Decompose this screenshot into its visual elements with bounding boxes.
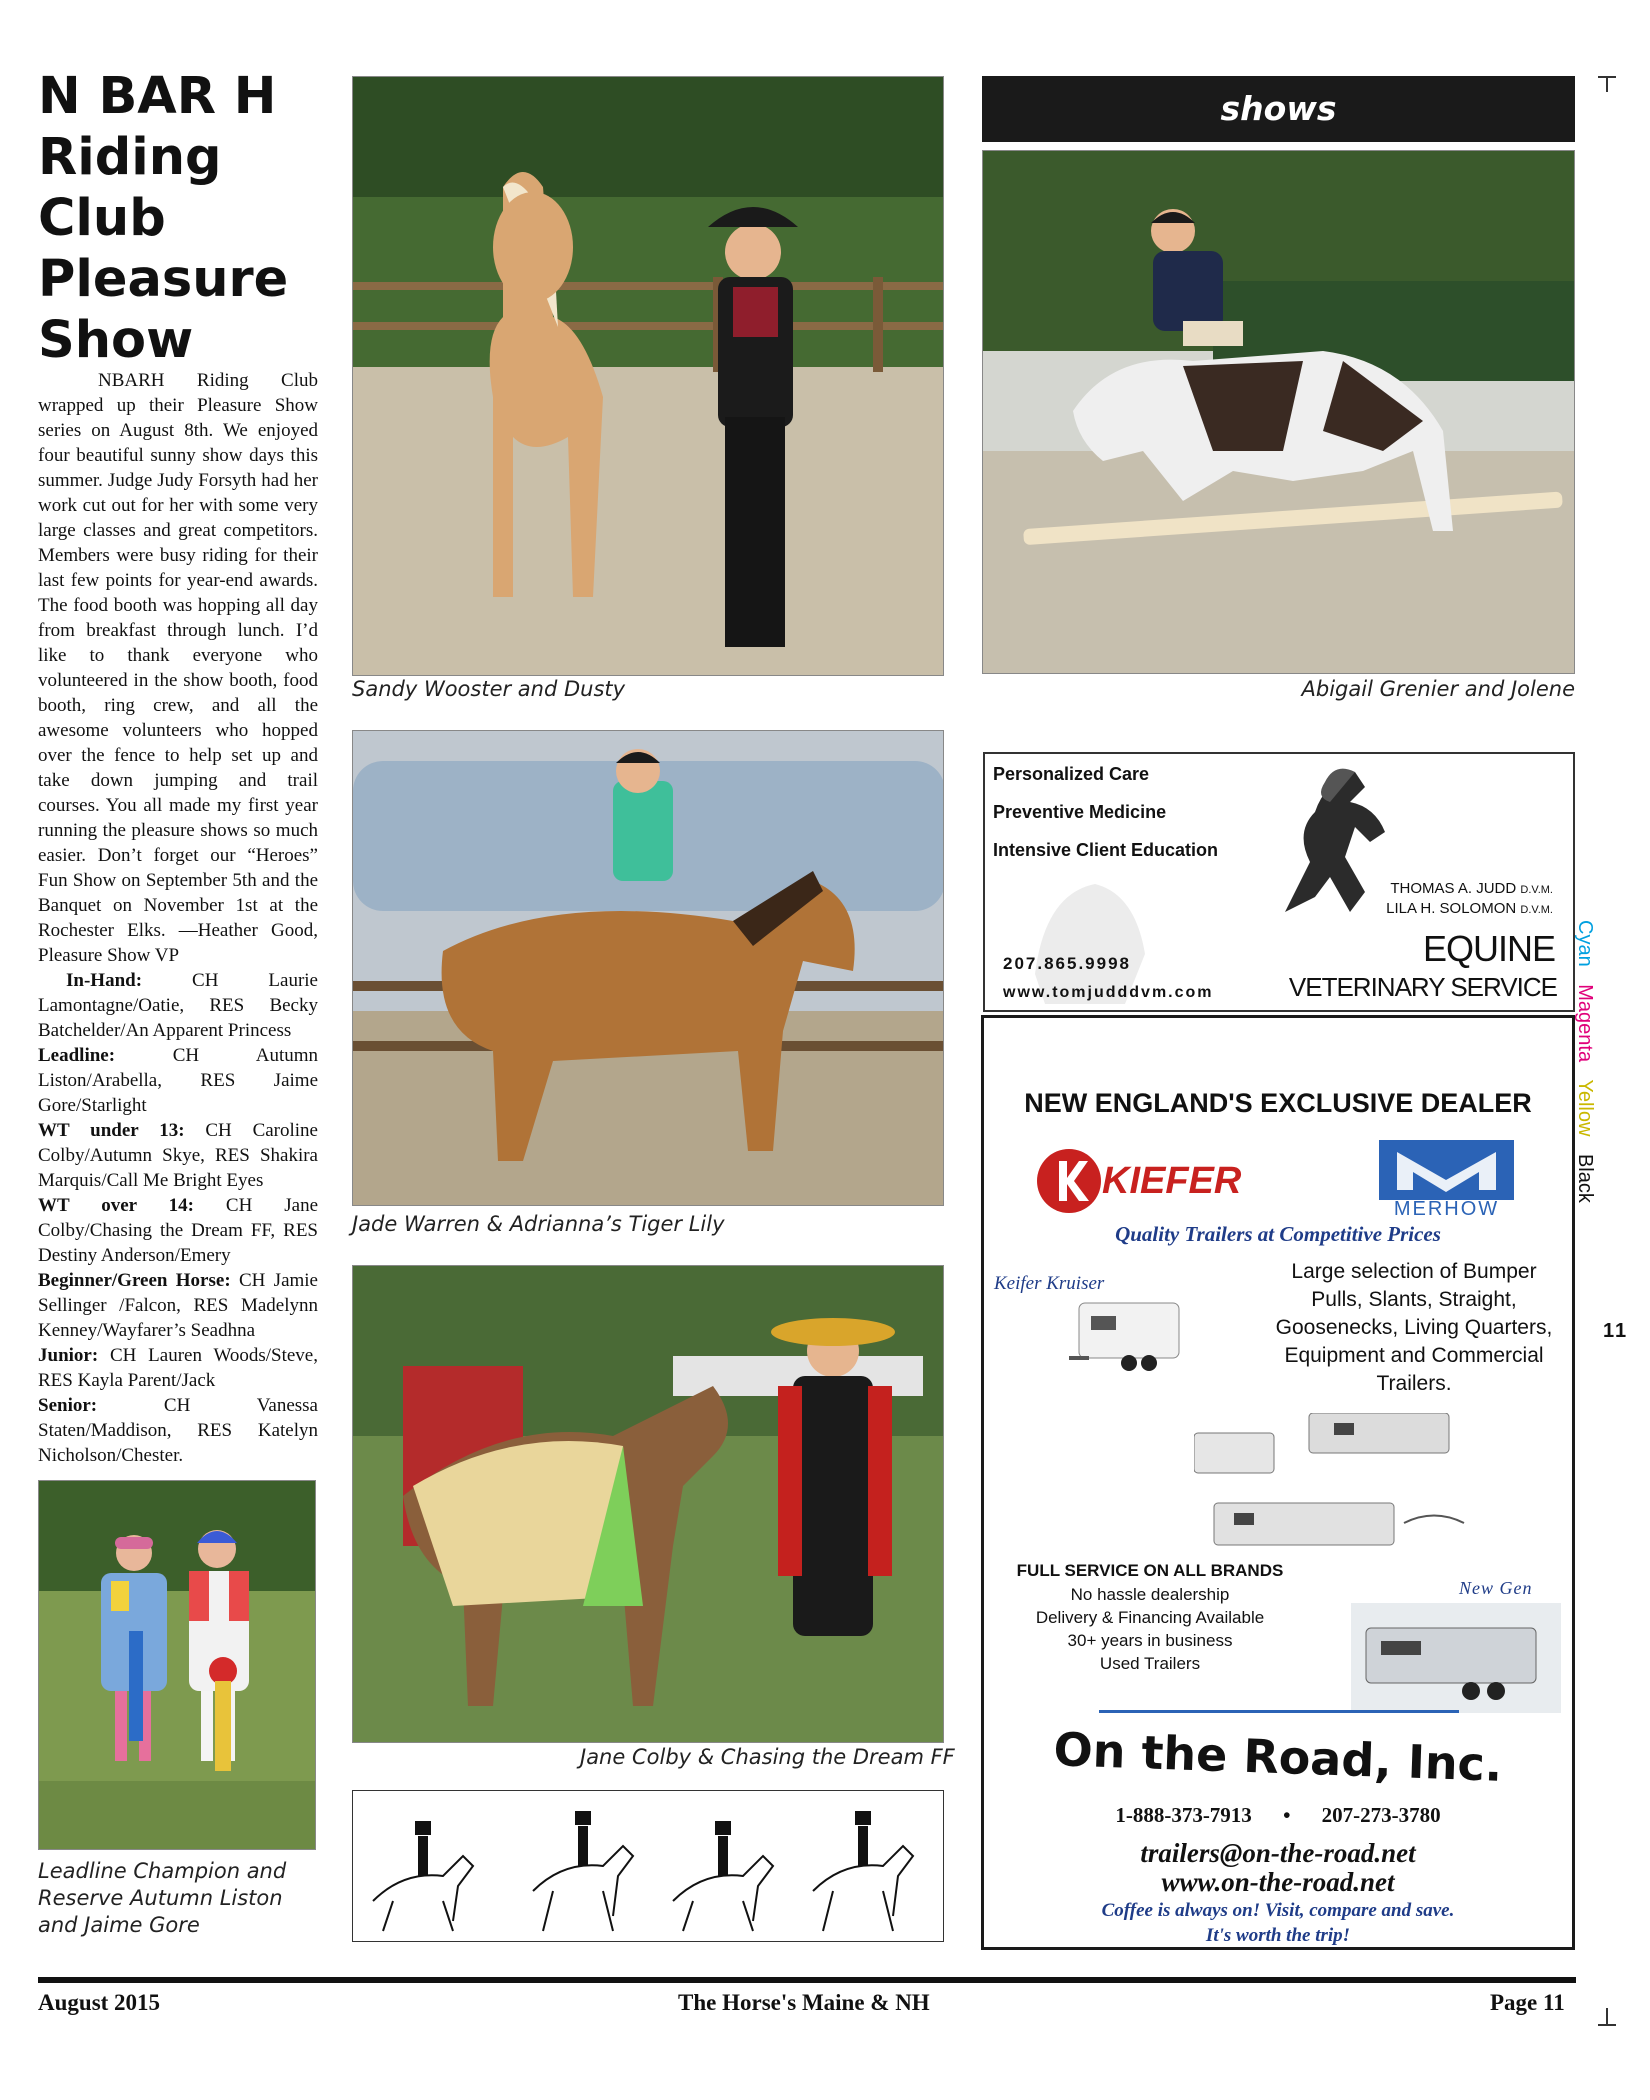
dealer-slogan-1: Coffee is always on! Visit, compare and save.: [1101, 1900, 1455, 1921]
photo-jane-colby-chasing-the-dream: [352, 1265, 944, 1743]
result-text: CH Laurie Lamontagne/Oatie, RES Becky Batchelder/An Apparent Princess: [38, 970, 318, 1041]
result-class: Junior:: [38, 1345, 99, 1366]
result-item: [38, 1343, 318, 1393]
kiefer-kruiser-label: Keifer Kruiser: [994, 1273, 1105, 1294]
photo-jolene-image: [983, 151, 1575, 674]
service-item: 30+ years in business: [1067, 1631, 1233, 1650]
crop-mark-bottom: [1598, 2024, 1616, 2026]
caption-photo1: Sandy Wooster and Dusty: [352, 677, 626, 701]
result-class: In-Hand:: [66, 970, 143, 991]
headline-line: Riding: [38, 128, 222, 187]
result-item: [38, 1268, 318, 1343]
crop-mark-bottom-stem: [1606, 2008, 1608, 2024]
result-class: Leadline:: [38, 1045, 116, 1066]
result-item: [38, 1393, 318, 1468]
doctor-name: LILA H. SOLOMON: [1386, 900, 1517, 917]
result-item: [38, 1043, 318, 1118]
result-text: CH Lauren Woods/Steve, RES Kayla Parent/Jack: [38, 1345, 318, 1391]
photo-leadline-champions: [38, 1480, 316, 1850]
dealer-tagline: Quality Trailers at Competitive Prices: [1115, 1222, 1441, 1246]
cmyk-yellow: Yellow: [1574, 1079, 1596, 1137]
footer-rule: [38, 1977, 1576, 1983]
vet-name-line2: VETERINARY SERVICE: [1288, 972, 1557, 1002]
phone-bullet: •: [1283, 1803, 1291, 1827]
dealer-headline: NEW ENGLAND'S EXCLUSIVE DEALER: [1024, 1088, 1532, 1118]
caption-leadline: Leadline Champion and Reserve Autumn Liston and Jaime Gore: [38, 1859, 287, 1937]
result-text: CH Jane Colby/Chasing the Dream FF, RES Destiny Anderson/Emery: [38, 1195, 318, 1266]
results-list: [38, 968, 318, 1468]
ad-on-the-road-trailers: [981, 1015, 1575, 1950]
merhow-brand: MERHOW: [1393, 1198, 1500, 1220]
vet-service-3: Intensive Client Education: [993, 840, 1219, 860]
vet-service-1: Personalized Care: [993, 764, 1150, 784]
company-name: On the Road, Inc.: [1052, 1722, 1504, 1792]
photo-leadline-image: [39, 1481, 316, 1850]
vet-website: www.tomjudddvm.com: [1003, 984, 1214, 1001]
illustration-horse-riders: [352, 1790, 944, 1942]
new-gen-label: New Gen: [1459, 1578, 1533, 1598]
result-class: WT over 14:: [38, 1195, 195, 1216]
ad-equine-veterinary-service: [983, 752, 1575, 1012]
dealer-slogan-2: It's worth the trip!: [1205, 1925, 1351, 1946]
doctor-name: THOMAS A. JUDD: [1390, 880, 1517, 897]
result-text: CH Jamie Sellinger /Falcon, RES Madelynn Kenney/Wayfarer’s Seadhna: [38, 1270, 318, 1341]
result-item: [38, 1193, 318, 1268]
article-headline: [38, 66, 338, 371]
result-item: [38, 968, 318, 1043]
service-list: [1000, 1583, 1300, 1675]
headline-line: Show: [38, 311, 194, 370]
article-body: [38, 368, 318, 1468]
rearing-horse-logo-icon: [1255, 762, 1405, 932]
result-text: CH Vanessa Staten/Maddison, RES Katelyn Nicholson/Chester.: [38, 1395, 318, 1466]
kruiser-trailer-image: [1069, 1298, 1199, 1378]
kiefer-k-icon: [1034, 1146, 1104, 1216]
dealer-website: www.on-the-road.net: [1161, 1867, 1395, 1897]
vet-phone: 207.865.9998: [1003, 954, 1131, 973]
vet-doctor-2: [1386, 900, 1553, 917]
phone-1: 1-888-373-7913: [1115, 1803, 1252, 1827]
photo-dusty-image: [353, 77, 944, 676]
dealer-description: Large selection of Bumper Pulls, Slants, Straight, Goosenecks, Living Quarters, Equipment and Commercial Trailers.: [1275, 1260, 1553, 1395]
photo-abigail-grenier-jolene: [982, 150, 1575, 674]
headline-line: Pleasure: [38, 250, 289, 309]
merhow-m-icon: [1379, 1140, 1514, 1200]
cmyk-color-bar: [1573, 920, 1596, 1215]
photo-jade-warren-tiger-lily: [352, 730, 944, 1206]
photo-tiger-lily-image: [353, 731, 944, 1206]
kiefer-brand: KIEFER: [1102, 1160, 1242, 1202]
footer-page: Page 11: [1490, 1990, 1565, 2015]
result-text: CH Caroline Colby/Autumn Skye, RES Shakira Marquis/Call Me Bright Eyes: [38, 1120, 318, 1191]
headline-line: N BAR H: [38, 67, 277, 126]
cmyk-black: Black: [1574, 1153, 1596, 1203]
result-class: Beginner/Green Horse:: [38, 1270, 231, 1291]
doctor-title: D.V.M.: [1520, 904, 1553, 916]
cmyk-cyan: Cyan: [1574, 920, 1596, 967]
cmyk-magenta: Magenta: [1574, 984, 1596, 1063]
crop-mark-top-stem: [1606, 76, 1608, 92]
vet-doctor-1: [1390, 880, 1553, 897]
margin-page-number: 11: [1603, 1320, 1629, 1342]
photo-chasing-the-dream-image: [353, 1266, 944, 1743]
caption-photo3: Jade Warren & Adrianna’s Tiger Lily: [352, 1212, 725, 1236]
horse-riders-etching: [353, 1791, 944, 1942]
service-heading: FULL SERVICE ON ALL BRANDS: [1016, 1561, 1284, 1580]
phone-2: 207-273-3780: [1321, 1803, 1441, 1827]
service-item: Used Trailers: [1099, 1654, 1201, 1673]
new-gen-trailer-image: [1351, 1603, 1561, 1713]
vet-service-2: Preventive Medicine: [993, 802, 1167, 822]
caption-photo4: Jane Colby & Chasing the Dream FF: [580, 1745, 955, 1769]
result-text: CH Autumn Liston/Arabella, RES Jaime Gore/Starlight: [38, 1045, 318, 1116]
doctor-title: D.V.M.: [1520, 884, 1553, 896]
result-item: [38, 1118, 318, 1193]
footer-date: August 2015: [38, 1990, 161, 2015]
ad-divider: [1099, 1710, 1459, 1713]
phone-line: [984, 1803, 1572, 1828]
article-paragraph: NBARH Riding Club wrapped up their Pleasure Show series on August 8th. We enjoyed four beautiful sunny show days this summer. Judge Judy Forsyth had her work cut out for her with some very large classes and great competitors. Members were busy riding for their last few points for year-end awards. The food booth was hopping all day from breakfast through lunch. I’d like to thank everyone who volunteered in the show booth, food booth, ring crew, and all the awesome volunteers who hopped over the fence to help set up and take down jumping and trail courses. You all made my first year running the pleasure shows so much easier. Don’t forget our “Heroes” Fun Show on September 5th and the Banquet on November 1st at the Rochester Elks. —Heather Good, Pleasure Show VP: [38, 370, 318, 966]
service-item: Delivery & Financing Available: [1035, 1608, 1265, 1627]
photo-sandy-wooster-dusty: [352, 76, 944, 676]
caption-photo2: Abigail Grenier and Jolene: [1301, 677, 1575, 701]
result-class: Senior:: [38, 1395, 98, 1416]
trailer-lineup-image: [1194, 1413, 1524, 1553]
section-banner-shows: shows: [982, 76, 1575, 142]
kiefer-logo: [1034, 1146, 1242, 1216]
result-class: WT under 13:: [38, 1120, 185, 1141]
service-item: No hassle dealership: [1070, 1585, 1230, 1604]
vet-name-line1: EQUINE: [1422, 928, 1555, 969]
merhow-logo: [1379, 1140, 1514, 1222]
dealer-email: trailers@on-the-road.net: [1140, 1838, 1416, 1868]
headline-line: Club: [38, 189, 166, 248]
footer-publication: The Horse's Maine & NH: [678, 1990, 930, 2015]
